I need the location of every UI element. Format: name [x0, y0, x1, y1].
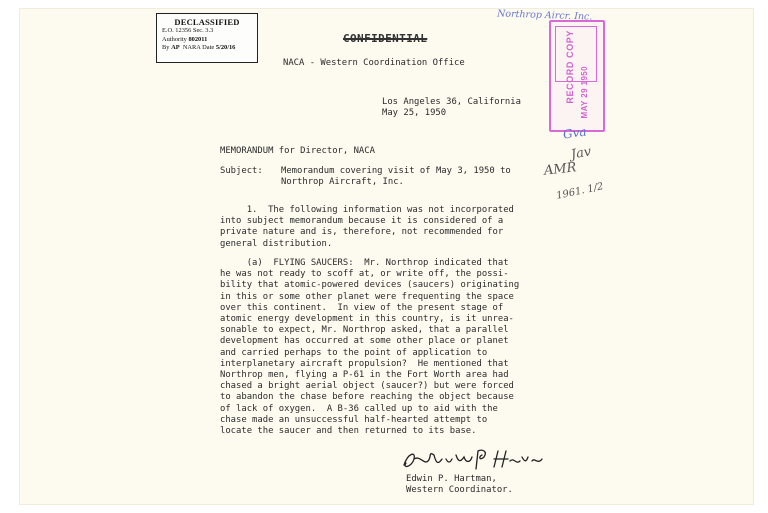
handwritten-initial-3: AMR	[543, 160, 578, 179]
declass-authority: Authority 802011	[162, 35, 208, 43]
location: Los Angeles 36, California	[382, 97, 521, 107]
paragraph-2	[220, 258, 519, 437]
para2-line: Northrop men, flying a P-61 in the Fort Worth area had	[220, 370, 509, 381]
subject-line-1: Memorandum covering visit of May 3, 1950 to	[281, 166, 511, 176]
handwritten-note-top: Northrop Aircr. Inc.	[496, 8, 593, 23]
handwritten-signature	[398, 445, 548, 475]
declass-eo: E.O. 12356 Sec. 3.3	[162, 27, 214, 34]
signer-name: Edwin P. Hartman,	[406, 474, 497, 484]
para2-line: locate the saucer and then returned to its base.	[220, 426, 477, 437]
stamp-text: RECORD COPY	[565, 30, 575, 104]
para1-line: 1. The following information was not incorporated	[220, 205, 514, 215]
handwritten-initial-4: 1961. 1/2	[555, 181, 605, 202]
subject-line-2: Northrop Aircraft, Inc.	[281, 177, 404, 187]
handwritten-initial-2: Jav	[569, 144, 593, 163]
para1-line: private nature and is, therefore, not recommended for	[220, 227, 504, 238]
para2-line: development has occurred at some other place or planet	[220, 336, 509, 347]
para2-line: bility that atomic-powered devices (saucers) originating	[220, 280, 520, 291]
para2-line: chase made an unsuccessful half-hearted attempt to	[220, 414, 488, 425]
para2-line: he was not ready to scoff at, or write off, the possi-	[220, 269, 509, 280]
para2-line: interplanetary aircraft propulsion? He mentioned that	[220, 358, 509, 369]
stamp-date: MAY 29 1950	[580, 66, 589, 119]
para2-line: in this or some other planet were frequenting the space	[220, 291, 514, 302]
memo-date: May 25, 1950	[382, 108, 447, 118]
declass-by: By AP NARA Date 5/20/16	[162, 44, 236, 52]
declassification-stamp	[156, 13, 258, 63]
stamp-inner-box	[555, 26, 597, 82]
memo-recipient: MEMORANDUM for Director, NACA	[220, 146, 375, 156]
handwritten-initial-1: Gva	[562, 124, 588, 142]
para2-line: to abandon the chase before reaching the object because	[220, 392, 514, 403]
paragraph-1	[220, 205, 514, 250]
para2-line: chased a bright aerial object (saucer?) but were forced	[220, 381, 514, 392]
para2-line: (a) FLYING SAUCERS: Mr. Northrop indicated that	[220, 258, 509, 268]
para1-line: into subject memorandum because it is considered of a	[220, 216, 504, 227]
para2-line: atomic energy development in this country, is it unrea-	[220, 314, 514, 325]
record-copy-stamp	[549, 20, 605, 132]
para2-line: of lack of oxygen. A B-36 called up to aid with the	[220, 403, 498, 414]
declassified-title: DECLASSIFIED	[174, 17, 240, 27]
letterhead: NACA - Western Coordination Office	[283, 58, 465, 68]
para1-line: general distribution.	[220, 238, 333, 249]
signer-title: Western Coordinator.	[406, 485, 513, 495]
para2-line: sonable to expect, Mr. Northrop asked, that a parallel	[220, 325, 509, 336]
para2-line: over this continent. In view of the present stage of	[220, 302, 504, 313]
classification-marking: CONFIDENTIAL	[343, 32, 428, 45]
para2-line: and carried perhaps to the point of application to	[220, 347, 488, 358]
subject-label: Subject:	[220, 166, 263, 176]
